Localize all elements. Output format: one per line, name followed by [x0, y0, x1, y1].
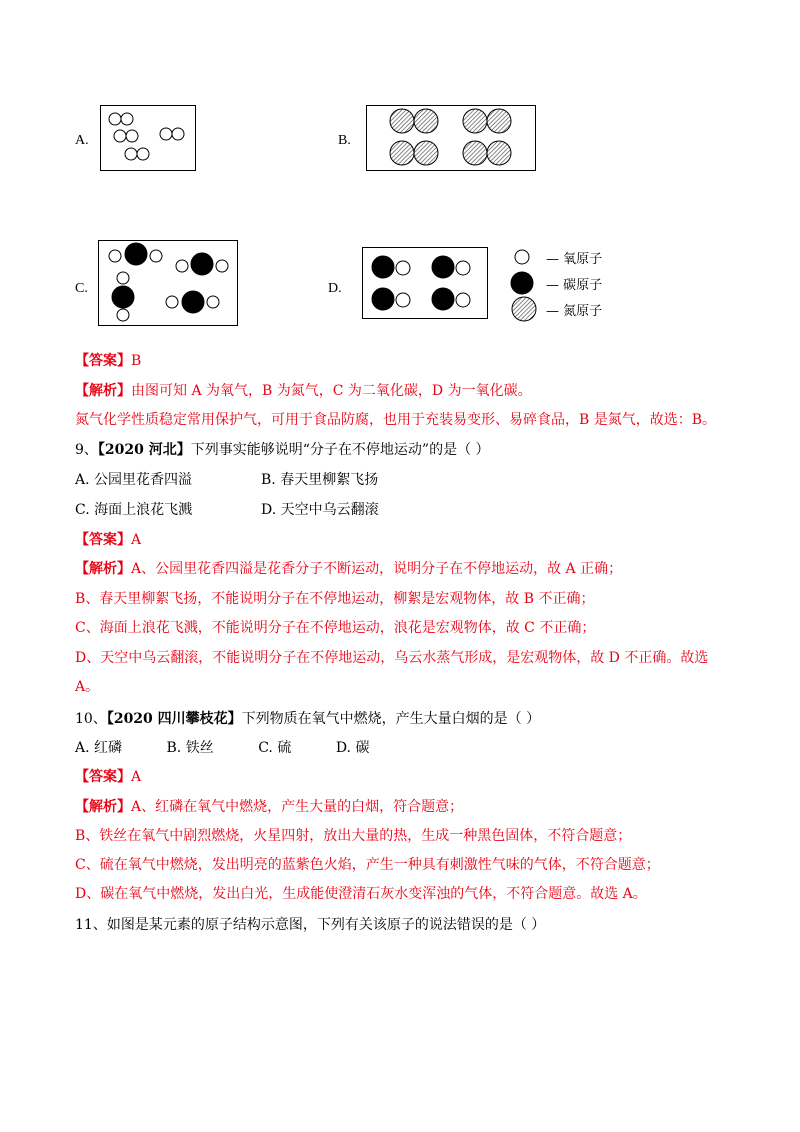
oxygen-atom-symbol: [515, 250, 529, 264]
question-source: 【2020 四川攀枝花】: [106, 711, 242, 727]
q10-options: A. 红磷 B. 铁丝 C. 硫 D. 碳: [75, 740, 370, 756]
q9-option-a: A. 公园里花香四溢: [75, 472, 193, 488]
q9-analysis-line-1: [75, 559, 622, 579]
oxygen-molecules-diagram: [101, 106, 195, 170]
figure-c-label: C.: [75, 281, 88, 296]
figure-b-label: B.: [338, 133, 351, 148]
figure-d-box: [362, 247, 488, 319]
question-text: 下列物质在氧气中燃烧，产生大量白烟的是（ ）: [241, 711, 541, 727]
answer-tag: 【答案】: [75, 532, 131, 548]
legend-symbols: [508, 243, 542, 323]
figure-b-box: [366, 105, 536, 171]
q9-analysis-line-2: B、春天里柳絮飞扬，不能说明分子在不停地运动，柳絮是宏观物体，故 B 不正确；: [75, 591, 595, 607]
q8-answer: [75, 351, 141, 371]
analysis-text: A、公园里花香四溢是花香分子不断运动，说明分子在不停地运动，故 A 正确；: [131, 561, 623, 577]
question-number: 10、: [75, 711, 107, 727]
q9-analysis-line-3: C、海面上浪花飞溅，不能说明分子在不停地运动，浪花是宏观物体，故 C 不正确；: [75, 620, 596, 636]
question-number: 9、: [75, 442, 98, 458]
q10-analysis-line-1: [75, 797, 463, 817]
answer-tag: 【答案】: [75, 769, 131, 785]
analysis-tag: 【解析】: [75, 383, 131, 399]
nitrogen-molecules-diagram: [367, 106, 535, 170]
q9-answer: [75, 530, 141, 550]
carbon-atom-symbol: [511, 272, 533, 294]
q9-option-d: D. 天空中乌云翻滚: [261, 502, 379, 518]
q10-analysis-line-2: B、铁丝在氧气中剧烈燃烧，火星四射，放出大量的热，生成一种黑色固体，不符合题意；: [75, 828, 632, 844]
legend-carbon-label: — 碳原子: [546, 278, 603, 293]
q10-analysis-line-3: C、硫在氧气中燃烧，发出明亮的蓝紫色火焰，产生一种具有刺激性气味的气体，不符合题意；: [75, 857, 660, 873]
q9-stem: [75, 440, 490, 460]
answer-value: A: [131, 769, 142, 785]
q9-option-c: C. 海面上浪花飞溅: [75, 502, 193, 518]
analysis-text: A、红磷在氧气中燃烧，产生大量的白烟，符合题意；: [131, 799, 464, 815]
q9-analysis-line-5: A。: [75, 679, 100, 695]
question-text: 下列事实能够说明“分子在不停地运动”的是（ ）: [190, 442, 490, 458]
figure-a-label: A.: [75, 133, 89, 148]
answer-tag: 【答案】: [75, 353, 131, 369]
nitrogen-atom-symbol: [512, 297, 536, 321]
q8-analysis-line-1: [75, 381, 532, 401]
legend-nitrogen-label: — 氮原子: [546, 304, 603, 319]
figure-d-label: D.: [328, 281, 342, 296]
answer-value: B: [131, 353, 142, 369]
carbon-monoxide-molecules-diagram: [363, 248, 487, 318]
analysis-text: 由图可知 A 为氧气，B 为氮气，C 为二氧化碳，D 为一氧化碳。: [131, 383, 532, 399]
figure-a-box: [100, 105, 196, 171]
q9-options-row-1: [75, 470, 192, 490]
q10-answer: [75, 767, 141, 787]
figure-c-box: [98, 240, 238, 326]
legend-oxygen-label: — 氧原子: [546, 252, 603, 267]
q9-option-b: B. 春天里柳絮飞扬: [261, 472, 379, 488]
q8-analysis-line-2: 氮气化学性质稳定常用保护气，可用于食品防腐，也用于充装易变形、易碎食品，B 是氮气，故选：B。: [75, 412, 717, 428]
analysis-tag: 【解析】: [75, 561, 131, 577]
question-source: 【2020 河北】: [97, 442, 191, 458]
carbon-dioxide-molecules-diagram: [99, 241, 237, 325]
question-number: 11、: [75, 917, 107, 933]
analysis-tag: 【解析】: [75, 799, 131, 815]
q11-stem: [75, 915, 545, 935]
q10-analysis-line-4: D、碳在氧气中燃烧，发出白光，生成能使澄清石灰水变浑浊的气体，不符合题意。故选 A。: [75, 886, 647, 902]
answer-value: A: [131, 532, 142, 548]
q9-analysis-line-4: D、天空中乌云翻滚，不能说明分子在不停地运动，乌云水蒸气形成，是宏观物体，故 D 不正确。故选: [75, 650, 709, 666]
q10-stem: [75, 709, 540, 729]
question-text: 如图是某元素的原子结构示意图，下列有关该原子的说法错误的是（ ）: [106, 917, 546, 933]
